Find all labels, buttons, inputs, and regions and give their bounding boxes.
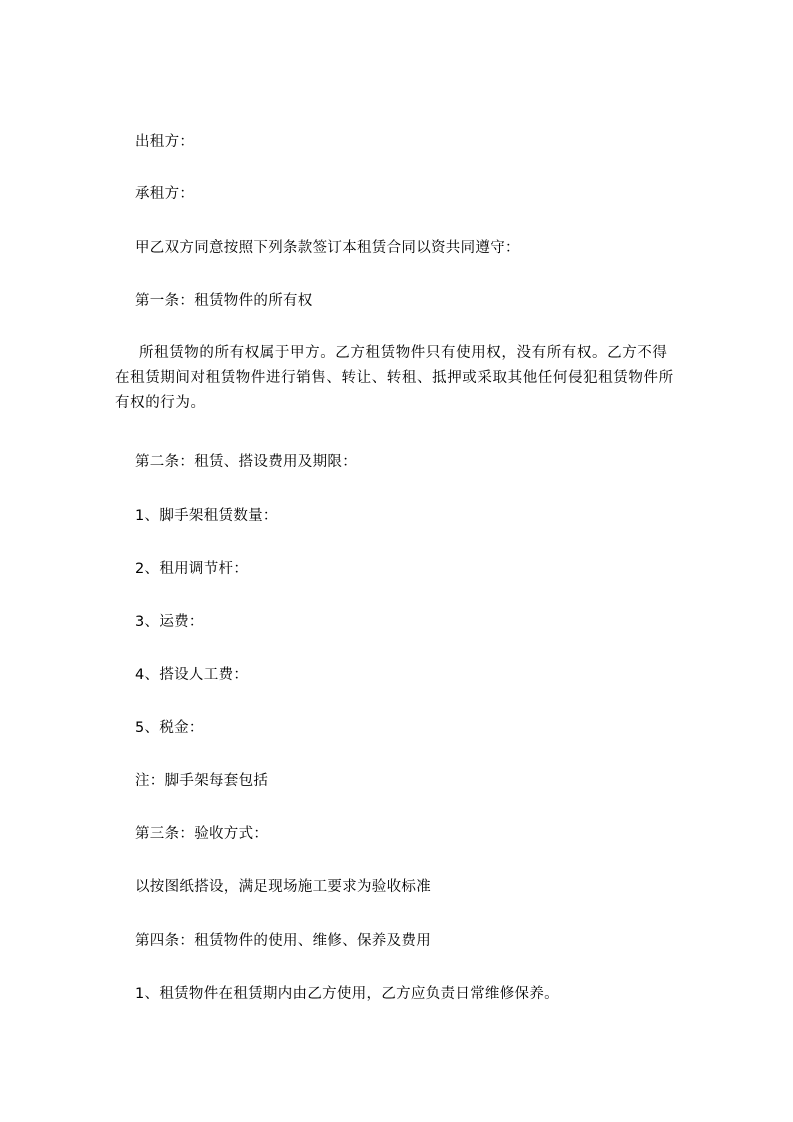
article-2-item: 5、税金： <box>135 720 204 736</box>
article-1-body-line: 有权的行为。 <box>115 395 206 411</box>
article-4-title: 第四条：租赁物件的使用、维修、保养及费用 <box>135 933 431 949</box>
article-1-title: 第一条：租赁物件的所有权 <box>135 293 313 309</box>
article-2-item: 4、搭设人工费： <box>135 667 249 683</box>
article-3-body: 以按图纸搭设，满足现场施工要求为验收标准 <box>135 879 431 895</box>
note-line: 注：脚手架每套包括 <box>135 773 269 789</box>
article-1-body-line: 在租赁期间对租赁物件进行销售、转让、转租、抵押或采取其他任何侵犯租赁物件所 <box>115 370 674 386</box>
article-3-title: 第三条：验收方式： <box>135 826 269 842</box>
article-2-title: 第二条：租赁、搭设费用及期限： <box>135 454 357 470</box>
lessor-line: 出租方： <box>135 134 195 150</box>
article-1-body <box>112 341 712 416</box>
article-4-item: 1、租赁物件在租赁期内由乙方使用，乙方应负责日常维修保养。 <box>135 986 559 1002</box>
article-1-body-line: 所租赁物的所有权属于甲方。乙方租赁物件只有使用权，没有所有权。乙方不得 <box>139 345 668 361</box>
article-2-item: 3、运费： <box>135 614 204 630</box>
article-2-item: 1、脚手架租赁数量： <box>135 508 278 524</box>
intro-line: 甲乙双方同意按照下列条款签订本租赁合同以资共同遵守： <box>135 240 520 256</box>
lessee-line: 承租方： <box>135 186 195 202</box>
article-2-item: 2、租用调节杆： <box>135 561 249 577</box>
